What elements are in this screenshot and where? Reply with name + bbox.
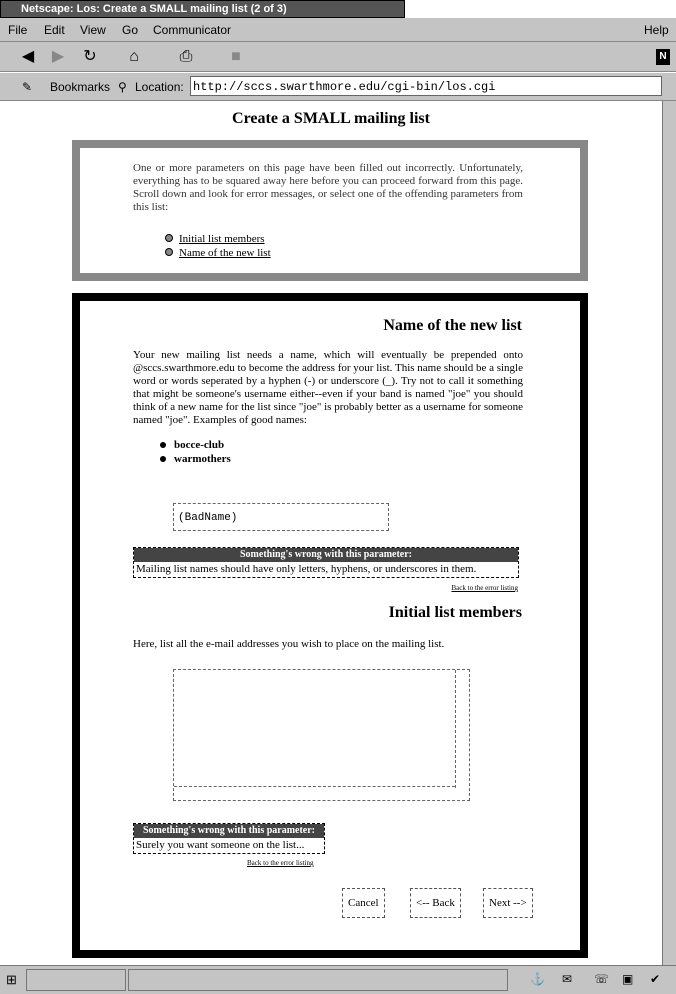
textarea-horizontal-scrollbar[interactable] [174,786,455,800]
bullet-icon [165,234,173,242]
back-button[interactable]: <-- Back [410,888,461,918]
page-content [0,101,662,965]
name-section-heading: Name of the new list [383,317,522,334]
error-message: Surely you want someone on the list... [136,839,305,851]
back-icon[interactable]: ◀ [21,48,35,65]
members-section-heading: Initial list members [388,604,522,621]
error-summary-box [72,140,588,281]
back-to-error-listing-link[interactable]: Back to the error listing [247,859,314,867]
forward-icon[interactable]: ▶ [51,48,65,65]
window-title-bar [0,0,405,18]
edit-icon[interactable]: ✔ [650,972,661,986]
menu-bar [0,18,676,42]
example-name: warmothers [160,452,231,466]
members-textarea[interactable] [173,669,470,801]
window-title: Netscape: Los: Create a SMALL mailing list (2 of 3) [21,3,287,15]
netscape-logo-icon: N [656,49,670,65]
error-message: Mailing list names should have only letters, hyphens, or underscores in them. [136,563,477,575]
progress-bar [26,969,126,991]
menu-edit[interactable]: Edit [44,23,65,37]
textarea-vertical-scrollbar[interactable] [455,670,469,788]
security-lock-icon[interactable]: ⊞ [6,972,17,987]
error-list-item [165,246,271,260]
members-error-panel [133,823,325,854]
menu-help[interactable]: Help [644,23,669,37]
composer-icon[interactable]: ▣ [622,972,634,986]
discussions-icon[interactable]: ☏ [594,972,610,986]
members-section-description: Here, list all the e-mail addresses you wish to place on the mailing list. [133,638,445,650]
next-button[interactable]: Next --> [483,888,533,918]
status-bar [0,965,676,994]
error-list-item [165,232,271,246]
reload-icon[interactable]: ↻ [83,48,97,65]
name-error-panel [133,547,519,578]
desktop-background [405,0,676,18]
menu-view[interactable]: View [80,23,106,37]
menu-communicator[interactable]: Communicator [153,23,232,37]
menu-go[interactable]: Go [122,23,139,37]
bookmarks-icon[interactable]: ✎ [22,80,33,94]
link-initial-list-members[interactable]: Initial list members [179,233,265,245]
error-title: Something's wrong with this parameter: [134,824,324,838]
list-name-input[interactable]: (BadName) [173,503,389,531]
location-icon: ⚲ [118,80,127,94]
status-text [128,969,508,991]
page-title: Create a SMALL mailing list [232,110,430,127]
stop-icon[interactable]: ■ [231,48,241,65]
form-box [72,293,588,958]
bookmarks-button[interactable]: Bookmarks [50,80,111,94]
mail-icon[interactable]: ✉ [562,972,573,986]
name-section-description: Your new mailing list needs a name, which will eventually be prepended onto @sccs.swarthmore.edu to become the address for your list. This name should be a single word or words seperated by a hyphen (-) or underscore (_). Try not to call it something that might be someone's username either--even if your band is named "joe" you should think of a new name for the list since "joe" is probably better as a username for someone named "joe". Examples of good names: [133,349,523,426]
print-icon[interactable]: ⎙ [179,48,193,65]
navigator-icon[interactable]: ⚓ [530,972,545,986]
back-to-error-listing-link[interactable]: Back to the error listing [451,584,518,592]
cancel-button[interactable]: Cancel [342,888,385,918]
link-name-of-new-list[interactable]: Name of the new list [179,247,271,259]
error-summary-text: One or more parameters on this page have been filled out incorrectly. Unfortunately, everything has to be squared away here before you can proceed forward from this page. Scroll down and look for error messages, or select one of the offending parameters from this list: [133,162,523,213]
vertical-scrollbar[interactable] [662,101,676,965]
home-icon[interactable]: ⌂ [129,48,139,65]
example-name: bocce-club [160,438,231,452]
menu-file[interactable]: File [8,23,28,37]
bullet-icon [165,248,173,256]
location-toolbar [0,73,676,101]
location-label: Location: [135,80,184,94]
error-title: Something's wrong with this parameter: [134,548,518,562]
navigation-toolbar [0,42,676,72]
url-input[interactable]: http://sccs.swarthmore.edu/cgi-bin/los.cgi [190,76,662,96]
